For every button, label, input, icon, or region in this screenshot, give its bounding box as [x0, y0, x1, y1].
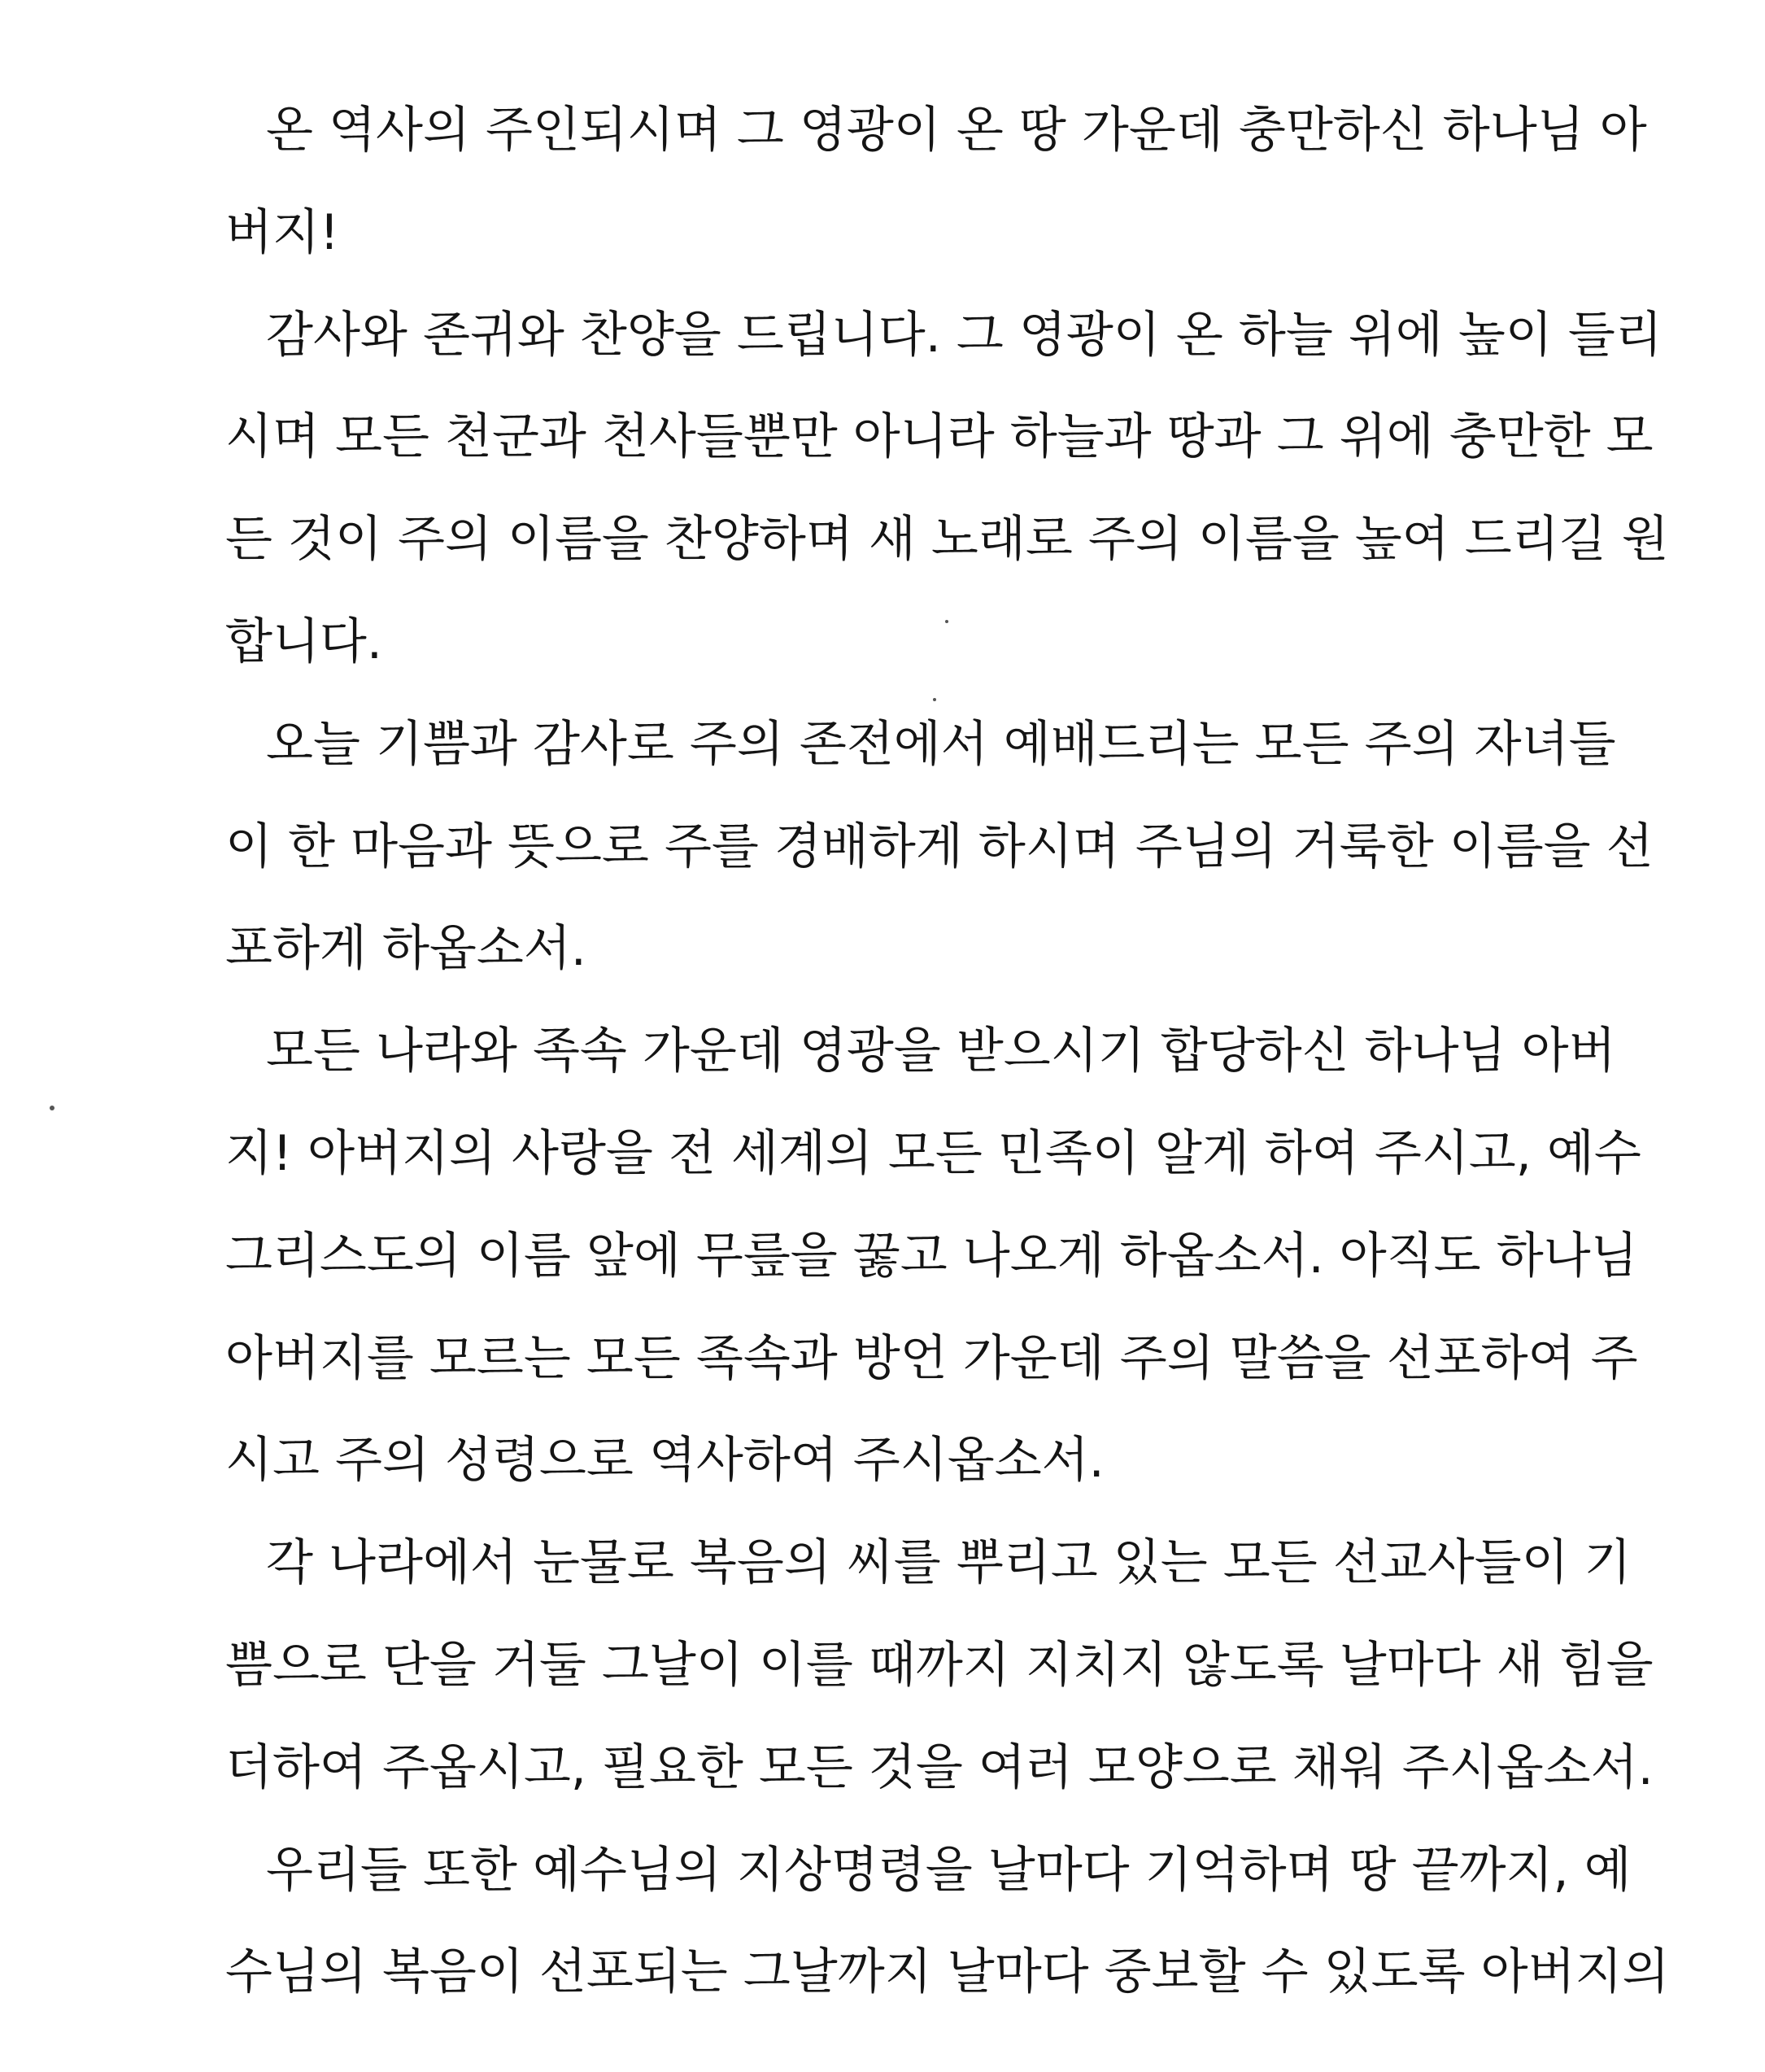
- text-line: 오늘 기쁨과 감사로 주의 존전에서 예배드리는 모든 주의 자녀들: [266, 715, 1616, 773]
- text-line: 우리들 또한 예수님의 지상명령을 날마다 기억하며 땅 끝까지, 예: [266, 1841, 1632, 1899]
- text-line: 쁨으로 단을 거둘 그날이 이를 때까지 지치지 않도록 날마다 새 힘을: [225, 1636, 1654, 1694]
- text-line: 수님의 복음이 선포되는 그날까지 날마다 중보할 수 있도록 아버지의: [225, 1943, 1670, 2001]
- text-line: 포하게 하옵소서.: [225, 920, 586, 978]
- text-line: 모든 나라와 족속 가운데 영광을 받으시기 합당하신 하나님 아버: [266, 1023, 1616, 1080]
- text-line: 합니다.: [225, 613, 382, 670]
- paragraph-2: [225, 285, 1669, 694]
- scan-speck: [933, 698, 936, 701]
- scan-speck: [945, 620, 948, 623]
- text-line: 든 것이 주의 이름을 찬양하며 새 노래로 주의 이름을 높여 드리길 원: [225, 511, 1669, 569]
- text-line: 그리스도의 이름 앞에 무릎을 꿇고 나오게 하옵소서. 아직도 하나님: [225, 1227, 1638, 1285]
- document-page: [225, 80, 1670, 2024]
- text-line: 지! 아버지의 사랑을 전 세계의 모든 민족이 알게 하여 주시고, 예수: [225, 1124, 1641, 1182]
- text-line: 감사와 존귀와 찬양을 드립니다. 그 영광이 온 하늘 위에 높이 들리: [266, 306, 1663, 364]
- paragraph-6: [225, 1820, 1670, 2025]
- text-line: 버지!: [225, 203, 339, 261]
- text-line: 시며 모든 천군과 천사들뿐만 아니라 하늘과 땅과 그 위에 충만한 모: [225, 408, 1654, 466]
- paragraph-1: [225, 80, 1647, 285]
- text-line: 시고 주의 성령으로 역사하여 주시옵소서.: [225, 1432, 1105, 1490]
- paragraph-4: [225, 1001, 1641, 1512]
- scan-speck: [50, 1106, 54, 1110]
- text-line: 온 역사의 주인되시며 그 영광이 온 땅 가운데 충만하신 하나님 아: [266, 102, 1647, 159]
- text-line: 이 한 마음과 뜻으로 주를 경배하게 하시며 주님의 거룩한 이름을 선: [225, 818, 1654, 875]
- paragraph-3: [225, 694, 1654, 1001]
- paragraph-5: [225, 1512, 1654, 1819]
- text-line: 각 나라에서 눈물로 복음의 씨를 뿌리고 있는 모든 선교사들이 기: [266, 1534, 1632, 1592]
- text-line: 더하여 주옵시고, 필요한 모든 것을 여러 모양으로 채워 주시옵소서.: [225, 1738, 1654, 1796]
- text-line: 아버지를 모르는 모든 족속과 방언 가운데 주의 말씀을 선포하여 주: [225, 1329, 1638, 1387]
